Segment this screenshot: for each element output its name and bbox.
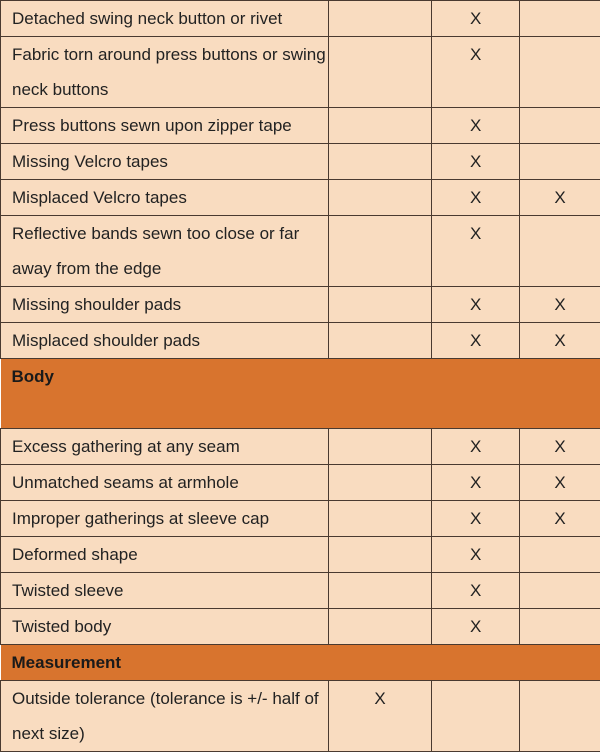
check-cell: X [432, 216, 520, 287]
defect-description: Fabric torn around press buttons or swing neck buttons [1, 37, 329, 108]
check-cell [329, 573, 432, 609]
check-cell: X [432, 1, 520, 37]
table-row [1, 681, 600, 752]
check-cell: X [432, 144, 520, 180]
section-title: Body [1, 359, 600, 429]
check-cell [520, 1, 600, 37]
defect-description: Reflective bands sewn too close or far away from the edge [1, 216, 329, 287]
check-cell: X [520, 465, 600, 501]
table-row [1, 609, 600, 645]
check-cell: X [432, 573, 520, 609]
check-cell [520, 144, 600, 180]
check-cell [329, 216, 432, 287]
table-row [1, 180, 600, 216]
check-cell: X [520, 501, 600, 537]
defect-description: Twisted sleeve [1, 573, 329, 609]
check-cell: X [520, 429, 600, 465]
table-row [1, 216, 600, 287]
check-cell: X [329, 681, 432, 752]
check-cell [329, 144, 432, 180]
check-cell [329, 501, 432, 537]
check-cell: X [432, 37, 520, 108]
defect-description: Missing shoulder pads [1, 287, 329, 323]
check-cell [329, 37, 432, 108]
section-title: Measurement [1, 645, 600, 681]
check-cell [432, 681, 520, 752]
check-cell [329, 609, 432, 645]
check-cell: X [432, 323, 520, 359]
defect-description: Twisted body [1, 609, 329, 645]
table-row [1, 429, 600, 465]
table-row [1, 37, 600, 108]
defect-description: Unmatched seams at armhole [1, 465, 329, 501]
defect-description: Missing Velcro tapes [1, 144, 329, 180]
table-row [1, 465, 600, 501]
defect-description: Outside tolerance (tolerance is +/- half of next size) [1, 681, 329, 752]
check-cell: X [432, 180, 520, 216]
check-cell [520, 216, 600, 287]
check-cell [329, 180, 432, 216]
check-cell: X [432, 465, 520, 501]
check-cell: X [432, 429, 520, 465]
check-cell [520, 573, 600, 609]
defect-description: Misplaced Velcro tapes [1, 180, 329, 216]
check-cell [520, 609, 600, 645]
check-cell [520, 537, 600, 573]
check-cell [520, 37, 600, 108]
table-row [1, 537, 600, 573]
defect-description: Deformed shape [1, 537, 329, 573]
check-cell [329, 465, 432, 501]
check-cell: X [432, 537, 520, 573]
check-cell: X [432, 108, 520, 144]
table-row [1, 501, 600, 537]
check-cell: X [432, 501, 520, 537]
check-cell [329, 108, 432, 144]
table-row [1, 287, 600, 323]
check-cell [520, 108, 600, 144]
defect-description: Excess gathering at any seam [1, 429, 329, 465]
check-cell [520, 681, 600, 752]
defect-description: Improper gatherings at sleeve cap [1, 501, 329, 537]
check-cell [329, 1, 432, 37]
table-row [1, 573, 600, 609]
table-row [1, 108, 600, 144]
check-cell [329, 429, 432, 465]
defect-description: Press buttons sewn upon zipper tape [1, 108, 329, 144]
check-cell [329, 287, 432, 323]
defect-description: Detached swing neck button or rivet [1, 1, 329, 37]
check-cell: X [520, 287, 600, 323]
check-cell: X [432, 609, 520, 645]
table-row [1, 144, 600, 180]
table-row [1, 323, 600, 359]
section-header-body [1, 359, 600, 429]
table-row [1, 1, 600, 37]
defect-description: Misplaced shoulder pads [1, 323, 329, 359]
section-header-measurement [1, 645, 600, 681]
check-cell: X [432, 287, 520, 323]
check-cell [329, 323, 432, 359]
check-cell: X [520, 323, 600, 359]
check-cell [329, 537, 432, 573]
check-cell: X [520, 180, 600, 216]
